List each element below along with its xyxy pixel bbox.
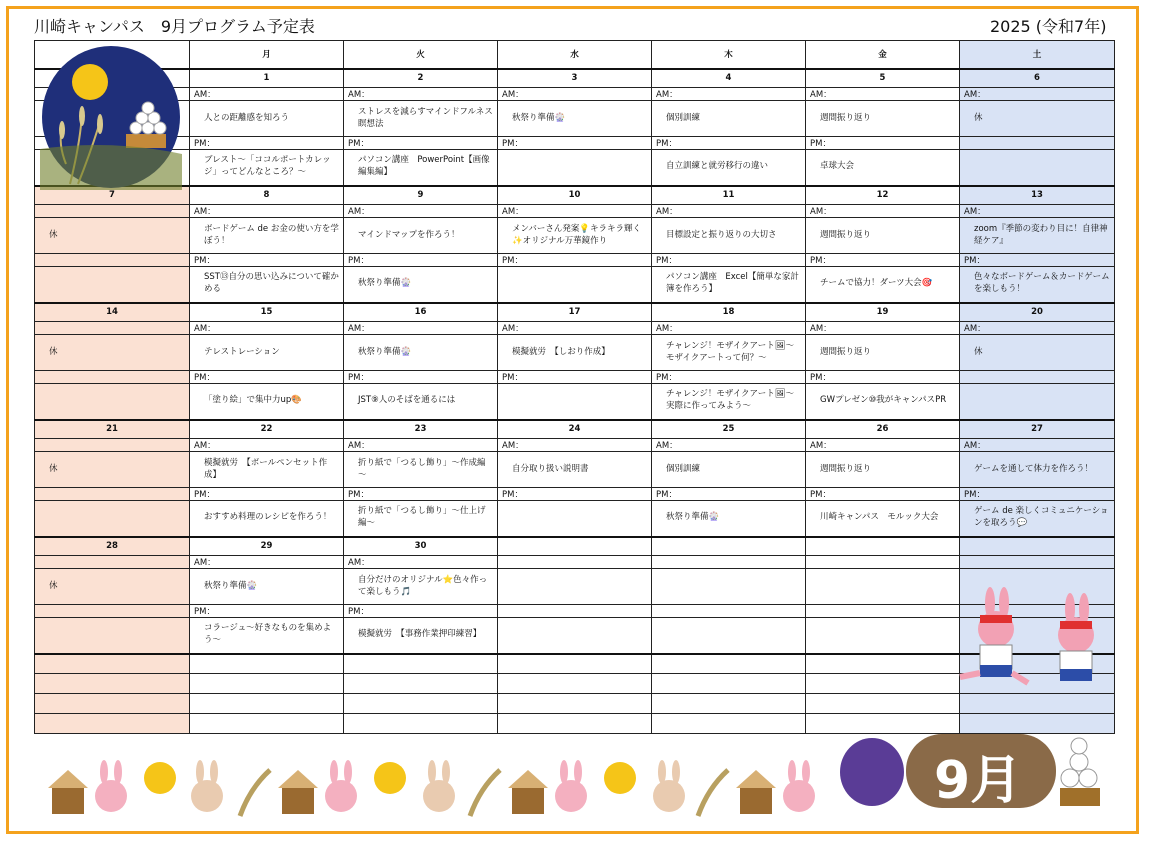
pm-program — [498, 267, 652, 303]
date-number: 2 — [344, 69, 498, 88]
pm-label: PM： — [344, 137, 498, 150]
rabbit-icon — [555, 760, 587, 812]
empty-cell — [35, 714, 190, 734]
rabbit-icon — [325, 760, 357, 812]
sunday-am-text: 休 — [35, 218, 190, 254]
date-number: 22 — [190, 420, 344, 439]
pm-label: PM： — [344, 371, 498, 384]
sunday-date: 28 — [35, 537, 190, 556]
pm-label: PM： — [190, 371, 344, 384]
am-program: メンバーさん発案💡キラキラ輝く✨オリジナル万華鏡作り — [498, 218, 652, 254]
pm-label: PM： — [652, 137, 806, 150]
year-label: 2025 (令和7年) — [990, 17, 1107, 36]
empty-cell — [498, 694, 652, 714]
moon-icon — [374, 762, 406, 794]
empty-cell — [344, 654, 498, 674]
pm-label: PM： — [806, 254, 960, 267]
pm-label: PM： — [806, 137, 960, 150]
pm-program — [960, 384, 1115, 420]
sunday-am-label — [35, 439, 190, 452]
am-program: テレストレーション — [190, 335, 344, 371]
rabbit-icon — [653, 760, 685, 812]
pm-label: PM： — [652, 371, 806, 384]
am-label: AM： — [344, 556, 498, 569]
sunday-pm-label — [35, 488, 190, 501]
sunday-am-text: 休 — [35, 452, 190, 488]
pm-label: PM： — [960, 488, 1115, 501]
moon-viewing-icon — [40, 44, 182, 190]
am-program: 休 — [960, 335, 1115, 371]
empty-cell — [35, 694, 190, 714]
pm-program: 折り紙で「つるし飾り」～仕上げ編～ — [344, 501, 498, 537]
pm-label: PM： — [190, 488, 344, 501]
date-number — [498, 537, 652, 556]
header-weekday-3: 水 — [498, 41, 652, 69]
pm-label: PM： — [652, 488, 806, 501]
am-program: 秋祭り準備🎡 — [344, 335, 498, 371]
pm-program: GWプレゼン⑩我がキャンパスPR — [806, 384, 960, 420]
pm-program — [498, 384, 652, 420]
am-label: AM： — [498, 322, 652, 335]
date-number: 10 — [498, 186, 652, 205]
pm-program: SST⑬自分の思い込みについて確かめる — [190, 267, 344, 303]
pm-label: PM： — [498, 371, 652, 384]
pm-program: 色々なボードゲーム＆カードゲームを楽しもう！ — [960, 267, 1115, 303]
am-label: AM： — [960, 88, 1115, 101]
am-program: 個別訓練 — [652, 452, 806, 488]
empty-cell — [652, 674, 806, 694]
pm-program: 卓球大会 — [806, 150, 960, 186]
pm-label: PM： — [190, 605, 344, 618]
am-program: 目標設定と振り返りの大切さ — [652, 218, 806, 254]
empty-cell — [35, 654, 190, 674]
am-label — [652, 556, 806, 569]
date-number: 17 — [498, 303, 652, 322]
am-program: 模擬就労 【しおり作成】 — [498, 335, 652, 371]
date-number — [960, 537, 1115, 556]
am-label: AM： — [190, 322, 344, 335]
am-label: AM： — [344, 88, 498, 101]
susuki-grass-icon — [240, 770, 270, 816]
empty-cell — [190, 714, 344, 734]
pm-label: PM： — [498, 488, 652, 501]
hut-icon — [736, 770, 776, 814]
rabbit-icon — [95, 760, 127, 812]
pm-label: PM： — [344, 488, 498, 501]
pm-label: PM： — [806, 371, 960, 384]
bottom-decoration-row — [40, 758, 840, 818]
pm-program — [498, 501, 652, 537]
hut-icon — [48, 770, 88, 814]
header-weekday-5: 金 — [806, 41, 960, 69]
pm-program: チームで協力！ダーツ大会🎯 — [806, 267, 960, 303]
am-program: 自分取り扱い説明書 — [498, 452, 652, 488]
sunday-pm-text — [35, 267, 190, 303]
am-program: zoom『季節の変わり目に！自律神経ケア』 — [960, 218, 1115, 254]
date-number: 27 — [960, 420, 1115, 439]
hut-icon — [508, 770, 548, 814]
pm-program: おすすめ料理のレシピを作ろう！ — [190, 501, 344, 537]
am-label: AM： — [498, 439, 652, 452]
am-program: 折り紙で「つるし飾り」～作成編～ — [344, 452, 498, 488]
am-label — [498, 556, 652, 569]
am-program — [652, 569, 806, 605]
header-weekday-2: 火 — [344, 41, 498, 69]
banner-month-text: 9月 — [934, 751, 1023, 811]
empty-cell — [344, 714, 498, 734]
am-label: AM： — [498, 205, 652, 218]
pm-label: PM： — [806, 488, 960, 501]
am-label: AM： — [652, 439, 806, 452]
sunday-pm-text — [35, 384, 190, 420]
pm-program — [960, 150, 1115, 186]
pm-label — [498, 605, 652, 618]
pm-label: PM： — [190, 137, 344, 150]
date-number: 11 — [652, 186, 806, 205]
am-program: 秋祭り準備🎡 — [190, 569, 344, 605]
empty-cell — [344, 674, 498, 694]
empty-cell — [806, 694, 960, 714]
am-program: 人との距離感を知ろう — [190, 101, 344, 137]
pm-label — [652, 605, 806, 618]
month-banner — [838, 728, 1114, 812]
sunday-pm-text — [35, 501, 190, 537]
date-number: 4 — [652, 69, 806, 88]
am-program: 週間振り返り — [806, 452, 960, 488]
pm-label — [960, 137, 1115, 150]
am-label: AM： — [806, 88, 960, 101]
am-label: AM： — [960, 205, 1115, 218]
date-number: 24 — [498, 420, 652, 439]
date-number: 9 — [344, 186, 498, 205]
date-number — [652, 537, 806, 556]
pm-label: PM： — [960, 254, 1115, 267]
am-label — [806, 556, 960, 569]
header-weekday-1: 月 — [190, 41, 344, 69]
am-program: 週間振り返り — [806, 101, 960, 137]
pm-program: JST⑨人のそばを通るには — [344, 384, 498, 420]
sunday-pm-label — [35, 371, 190, 384]
pm-label — [806, 605, 960, 618]
am-program: 週間振り返り — [806, 335, 960, 371]
susuki-grass-icon — [470, 770, 500, 816]
pm-label: PM： — [652, 254, 806, 267]
date-number: 18 — [652, 303, 806, 322]
am-label: AM： — [806, 439, 960, 452]
sunday-pm-text — [35, 618, 190, 654]
pm-program: コラージュ～好きなものを集めよう～ — [190, 618, 344, 654]
am-program: 休 — [960, 101, 1115, 137]
date-number: 20 — [960, 303, 1115, 322]
sunday-am-label — [35, 322, 190, 335]
rabbit-icon — [783, 760, 815, 812]
date-number: 26 — [806, 420, 960, 439]
am-program: 秋祭り準備🎡 — [498, 101, 652, 137]
empty-cell — [806, 674, 960, 694]
empty-cell — [652, 694, 806, 714]
pm-program: 自立訓練と就労移行の違い — [652, 150, 806, 186]
sunday-am-label — [35, 556, 190, 569]
sunday-am-label — [35, 205, 190, 218]
hut-icon — [278, 770, 318, 814]
header-weekday-4: 木 — [652, 41, 806, 69]
sunday-pm-label — [35, 254, 190, 267]
am-label: AM： — [960, 322, 1115, 335]
pm-program — [806, 618, 960, 654]
am-label: AM： — [344, 322, 498, 335]
am-program: ストレスを減らすマインドフルネス瞑想法 — [344, 101, 498, 137]
am-label: AM： — [806, 322, 960, 335]
date-number: 16 — [344, 303, 498, 322]
am-label: AM： — [652, 88, 806, 101]
rabbit-icon — [423, 760, 455, 812]
am-program: 自分だけのオリジナル⭐色々作って楽しもう🎵 — [344, 569, 498, 605]
moon-icon — [604, 762, 636, 794]
empty-cell — [35, 674, 190, 694]
running-rabbits-icon — [950, 585, 1115, 693]
am-label: AM： — [190, 205, 344, 218]
am-label: AM： — [652, 205, 806, 218]
date-number: 3 — [498, 69, 652, 88]
pm-program: 秋祭り準備🎡 — [344, 267, 498, 303]
empty-cell — [344, 694, 498, 714]
pm-program: 川崎キャンパス モルック大会 — [806, 501, 960, 537]
moon-icon — [144, 762, 176, 794]
empty-cell — [190, 654, 344, 674]
am-program: ボードゲーム de お金の使い方を学ぼう！ — [190, 218, 344, 254]
sunday-am-text: 休 — [35, 335, 190, 371]
empty-cell — [190, 694, 344, 714]
date-number: 25 — [652, 420, 806, 439]
pm-program: 模擬就労 【事務作業押印練習】 — [344, 618, 498, 654]
am-label: AM： — [960, 439, 1115, 452]
date-number: 30 — [344, 537, 498, 556]
date-number: 12 — [806, 186, 960, 205]
empty-cell — [498, 714, 652, 734]
empty-cell — [652, 654, 806, 674]
am-label: AM： — [344, 205, 498, 218]
am-program: ゲームを通して体力を作ろう！ — [960, 452, 1115, 488]
date-number: 8 — [190, 186, 344, 205]
pm-label: PM： — [498, 254, 652, 267]
am-program: 模擬就労 【ボールペンセット作成】 — [190, 452, 344, 488]
empty-cell — [498, 654, 652, 674]
am-program — [498, 569, 652, 605]
am-program: マインドマップを作ろう！ — [344, 218, 498, 254]
page-title: 川崎キャンパス 9月プログラム予定表 — [34, 17, 315, 36]
am-label: AM： — [652, 322, 806, 335]
date-number: 19 — [806, 303, 960, 322]
pm-program: パソコン講座 Excel【簡単な家計簿を作ろう】 — [652, 267, 806, 303]
am-program — [806, 569, 960, 605]
pm-program — [498, 618, 652, 654]
am-program: 週間振り返り — [806, 218, 960, 254]
susuki-grass-icon — [698, 770, 728, 816]
empty-cell — [652, 714, 806, 734]
sunday-am-text: 休 — [35, 569, 190, 605]
date-number: 13 — [960, 186, 1115, 205]
pm-label: PM： — [190, 254, 344, 267]
empty-cell — [806, 654, 960, 674]
pm-program: チャレンジ！モザイクアート🖼～実際に作ってみよう～ — [652, 384, 806, 420]
rabbit-icon — [191, 760, 223, 812]
date-number: 15 — [190, 303, 344, 322]
sunday-date: 21 — [35, 420, 190, 439]
pm-program — [652, 618, 806, 654]
sunday-pm-label — [35, 605, 190, 618]
am-program: 個別訓練 — [652, 101, 806, 137]
am-label: AM： — [498, 88, 652, 101]
date-number: 23 — [344, 420, 498, 439]
date-number: 29 — [190, 537, 344, 556]
date-number — [806, 537, 960, 556]
pm-label — [960, 371, 1115, 384]
pm-label: PM： — [498, 137, 652, 150]
am-label: AM： — [344, 439, 498, 452]
pm-program: ゲーム de 楽しくコミュニケーションを取ろう💬 — [960, 501, 1115, 537]
pm-program: 「塗り絵」で集中力up🎨 — [190, 384, 344, 420]
am-label: AM： — [806, 205, 960, 218]
empty-cell — [190, 674, 344, 694]
date-number: 1 — [190, 69, 344, 88]
pm-label: PM： — [344, 254, 498, 267]
pm-label: PM： — [344, 605, 498, 618]
am-label: AM： — [190, 88, 344, 101]
decoration-icons — [40, 758, 840, 818]
am-label: AM： — [190, 556, 344, 569]
pm-program: ブレスト～「ココルポートカレッジ」ってどんなところ？～ — [190, 150, 344, 186]
empty-cell — [960, 694, 1115, 714]
sunday-date: 7 — [35, 186, 190, 205]
date-number: 6 — [960, 69, 1115, 88]
am-program: チャレンジ！モザイクアート🖼～モザイクアートって何？～ — [652, 335, 806, 371]
sunday-date: 14 — [35, 303, 190, 322]
am-label — [960, 556, 1115, 569]
date-number: 5 — [806, 69, 960, 88]
pm-program — [498, 150, 652, 186]
pm-program: パソコン講座 PowerPoint【画像編集編】 — [344, 150, 498, 186]
pm-program: 秋祭り準備🎡 — [652, 501, 806, 537]
header-weekday-6: 土 — [960, 41, 1115, 69]
am-label: AM： — [190, 439, 344, 452]
empty-cell — [498, 674, 652, 694]
